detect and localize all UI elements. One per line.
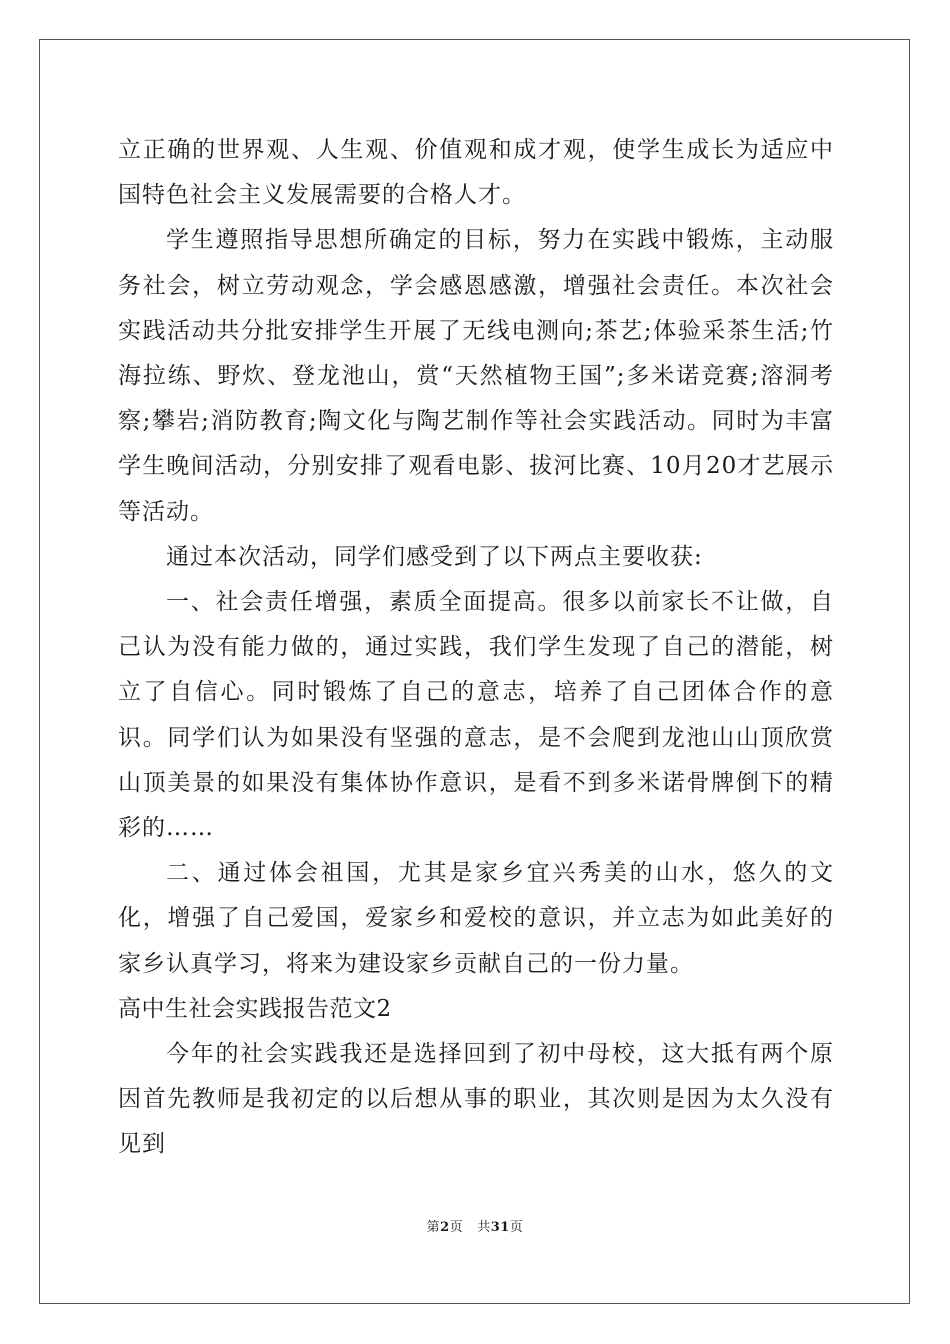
section-paragraph-1: 今年的社会实践我还是选择回到了初中母校，这大抵有两个原因首先教师是我初定的以后想从事的职业，其次则是因为太久没有见到 bbox=[118, 1041, 834, 1158]
paragraph-3: 通过本次活动，同学们感受到了以下两点主要收获: bbox=[166, 543, 703, 570]
page-suffix: 页 bbox=[449, 1220, 464, 1235]
page-footer bbox=[0, 1216, 950, 1235]
paragraph-2: 学生遵照指导思想所确定的目标，努力在实践中锻炼，主动服务社会，树立劳动观念，学会感恩感激，增强社会责任。本次社会实践活动共分批安排学生开展了无线电测向;茶艺;体验采茶生活;竹海拉练、野炊、登龙池山，赏“天然植物王国”;多米诺竞赛;溶洞考察;攀岩;消防教育;陶文化与陶艺制作等社会实践活动。同时为丰富学生晚间活动，分别安排了观看电影、拔河比赛、10月20才艺展示等活动。 bbox=[118, 227, 834, 525]
page-prefix: 第 bbox=[426, 1220, 441, 1235]
section-heading: 高中生社会实践报告范文2 bbox=[118, 995, 392, 1022]
paragraph-5: 二、通过体会祖国，尤其是家乡宜兴秀美的山水，悠久的文化，增强了自己爱国，爱家乡和爱校的意识，并立志为如此美好的家乡认真学习，将来为建设家乡贡献自己的一份力量。 bbox=[118, 860, 834, 977]
total-pages: 31 bbox=[490, 1220, 510, 1235]
total-prefix: 共 bbox=[477, 1220, 491, 1235]
paragraph-1: 立正确的世界观、人生观、价值观和成才观，使学生成长为适应中国特色社会主义发展需要的合格人才。 bbox=[118, 137, 834, 209]
paragraph-4: 一、社会责任增强，素质全面提高。很多以前家长不让做，自己认为没有能力做的，通过实践，我们学生发现了自己的潜能，树立了自信心。同时锻炼了自己的意志，培养了自己团体合作的意识。同学们认为如果没有坚强的意志，是不会爬到龙池山山顶欣赏山顶美景的如果没有集体协作意识，是看不到多米诺骨牌倒下的精彩的…… bbox=[118, 589, 834, 842]
total-suffix: 页 bbox=[509, 1220, 524, 1235]
document-body bbox=[118, 128, 834, 1168]
page-number: 2 bbox=[440, 1220, 450, 1235]
